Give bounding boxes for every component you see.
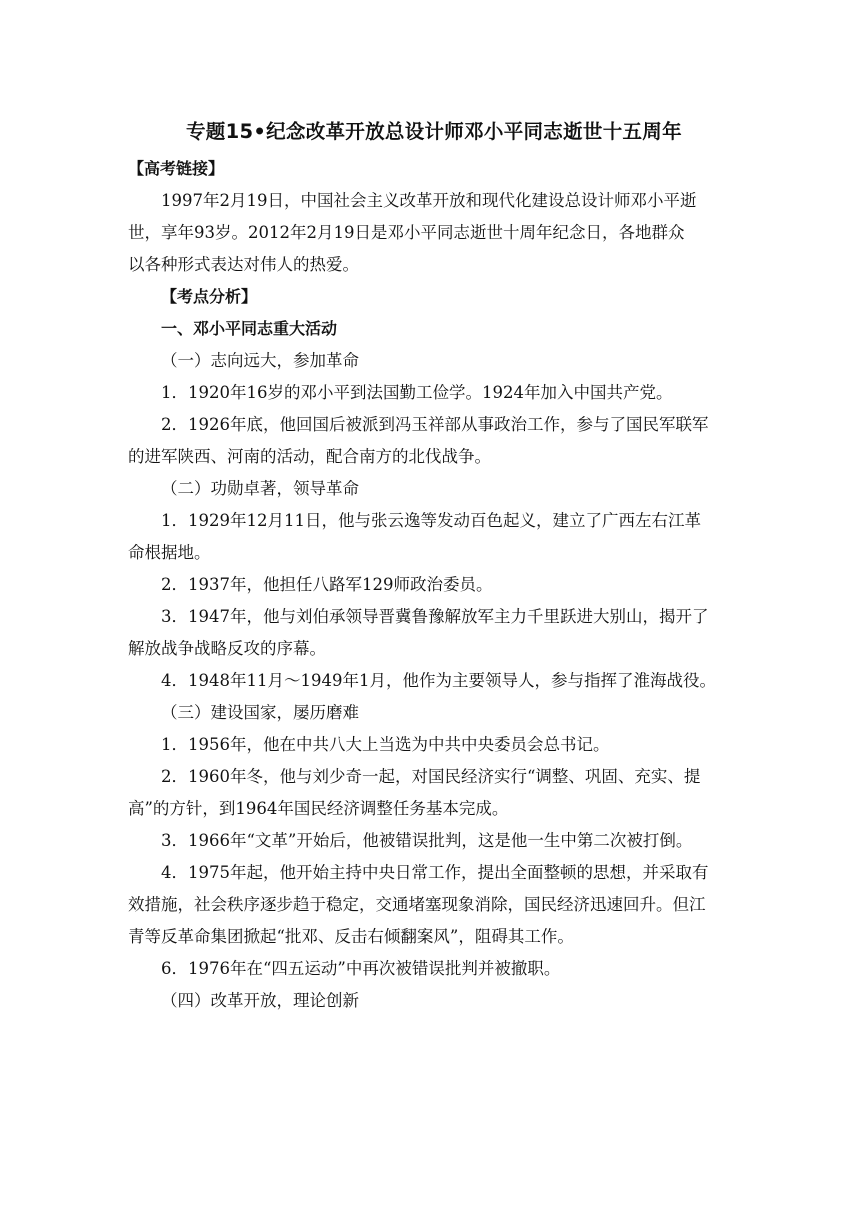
part-title: （四）改革开放，理论创新 — [161, 991, 359, 1010]
list-item-continuation: 青等反革命集团掀起“批邓、反击右倾翻案风”，阻碍其工作。 — [128, 927, 574, 946]
list-item: 4．1948年11月～1949年1月，他作为主要领导人，参与指挥了淮海战役。 — [161, 671, 716, 690]
paragraph-line: 以各种形式表达对伟人的热爱。 — [128, 255, 359, 274]
subheading-major-activities: 一、邓小平同志重大活动 — [161, 319, 338, 338]
list-item: 3．1947年，他与刘伯承领导晋冀鲁豫解放军主力千里跃进大别山，揭开了 — [161, 607, 709, 626]
list-item-continuation: 命根据地。 — [128, 543, 211, 562]
list-item: 2．1960年冬，他与刘少奇一起，对国民经济实行“调整、巩固、充实、提 — [161, 767, 701, 786]
list-item: 2．1926年底，他回国后被派到冯玉祥部从事政治工作，参与了国民军联军 — [161, 415, 709, 434]
list-item: 3．1966年“文革”开始后，他被错误批判，这是他一生中第二次被打倒。 — [161, 831, 693, 850]
document-title: 专题15•纪念改革开放总设计师邓小平同志逝世十五周年 — [186, 120, 682, 143]
section-heading-gaokao-link: 【高考链接】 — [128, 159, 225, 178]
part-title: （三）建设国家，屡历磨难 — [161, 703, 359, 722]
document-body — [128, 153, 734, 1017]
list-item-continuation: 的进军陕西、河南的活动，配合南方的北伐战争。 — [128, 447, 491, 466]
list-item: 2．1937年，他担任八路军129师政治委员。 — [161, 575, 493, 594]
list-item: 1．1929年12月11日，他与张云逸等发动百色起义，建立了广西左右江革 — [161, 511, 701, 530]
list-item: 1．1920年16岁的邓小平到法国勤工俭学。1924年加入中国共产党。 — [161, 383, 673, 402]
list-item: 4．1975年起，他开始主持中央日常工作，提出全面整顿的思想，并采取有 — [161, 863, 709, 882]
part-title: （一）志向远大，参加革命 — [161, 351, 359, 370]
paragraph-line: 1997年2月19日，中国社会主义改革开放和现代化建设总设计师邓小平逝 — [161, 191, 697, 210]
list-item-continuation: 解放战争战略反攻的序幕。 — [128, 639, 326, 658]
list-item: 1．1956年，他在中共八大上当选为中共中央委员会总书记。 — [161, 735, 610, 754]
list-item: 6．1976年在“四五运动”中再次被错误批判并被撤职。 — [161, 959, 561, 978]
part-title: （二）功勋卓著，领导革命 — [161, 479, 359, 498]
paragraph-line: 世，享年93岁。2012年2月19日是邓小平同志逝世十周年纪念日，各地群众 — [128, 223, 685, 242]
list-item-continuation: 高”的方针，到1964年国民经济调整任务基本完成。 — [128, 799, 509, 818]
section-heading-analysis: 【考点分析】 — [161, 287, 258, 306]
list-item-continuation: 效措施，社会秩序逐步趋于稳定，交通堵塞现象消除，国民经济迅速回升。但江 — [128, 895, 706, 914]
